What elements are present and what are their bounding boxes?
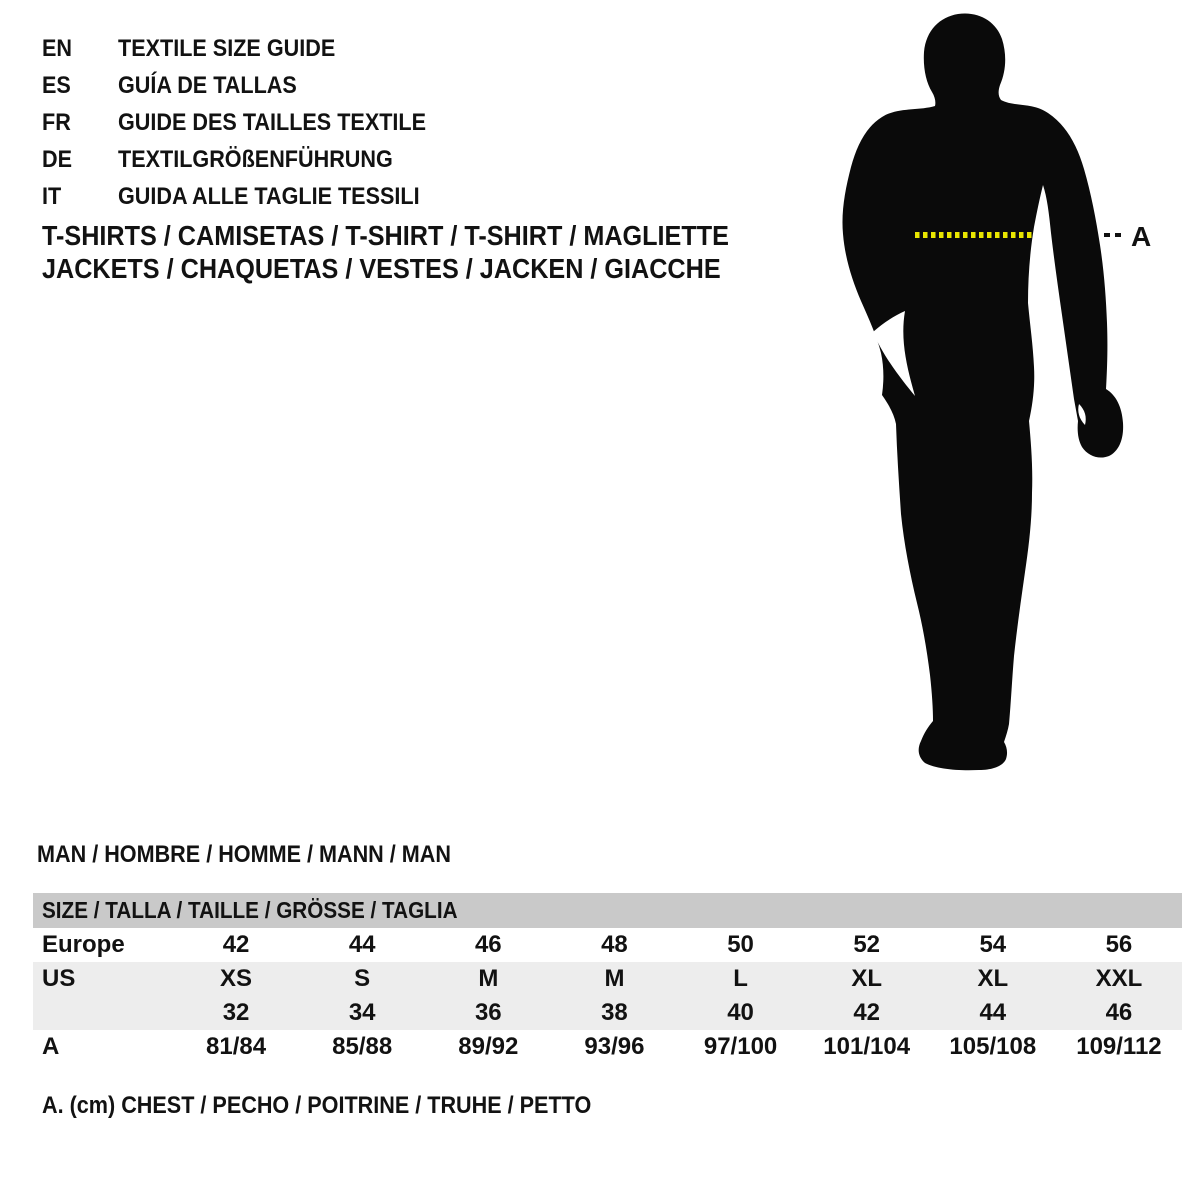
table-row-chest-a [33, 1030, 1182, 1064]
size-value: 85/88 [332, 1033, 393, 1060]
row-label: Europe [42, 931, 125, 958]
size-table-header [33, 893, 1182, 928]
size-value: 46 [1105, 999, 1133, 1026]
size-value: 54 [979, 931, 1007, 958]
footnote-chest-measure: A. (cm) CHEST / PECHO / POITRINE / TRUHE / PETTO [42, 1092, 592, 1119]
language-code: FR [42, 108, 71, 136]
category-line-tshirts: T-SHIRTS / CAMISETAS / T-SHIRT / T-SHIRT / MAGLIETTE [42, 220, 729, 251]
language-code: IT [42, 182, 62, 210]
size-value: S [354, 965, 371, 992]
size-value: L [733, 965, 748, 992]
language-code: DE [42, 145, 73, 173]
size-value: 42 [853, 999, 881, 1026]
size-value: 97/100 [703, 1033, 778, 1060]
size-value: XS [220, 965, 253, 992]
size-value: M [604, 965, 625, 992]
language-row-en [42, 30, 460, 67]
size-value: XL [851, 965, 883, 992]
language-title: GUIDE DES TAILLES TEXTILE [118, 108, 427, 136]
language-list [42, 30, 460, 215]
size-value: 52 [853, 931, 881, 958]
language-code: EN [42, 34, 73, 62]
size-value: 44 [348, 931, 376, 958]
measure-label-a: A [1131, 221, 1152, 252]
size-value: 46 [474, 931, 502, 958]
language-row-it [42, 178, 460, 215]
man-silhouette [842, 13, 1123, 770]
language-code: ES [42, 71, 71, 99]
section-title-man: MAN / HOMBRE / HOMME / MANN / MAN [37, 841, 451, 868]
size-value: 50 [727, 931, 754, 958]
row-label: A [42, 1033, 60, 1060]
size-value: 56 [1105, 931, 1133, 958]
category-line-jackets: JACKETS / CHAQUETAS / VESTES / JACKEN / GIACCHE [42, 253, 721, 284]
language-title: GUÍA DE TALLAS [118, 71, 297, 99]
language-row-de [42, 141, 460, 178]
size-value: 109/112 [1076, 1033, 1162, 1060]
size-value: 36 [474, 999, 502, 1026]
table-row-numeric [33, 996, 1182, 1030]
size-value: 48 [601, 931, 628, 958]
size-value: 81/84 [206, 1033, 267, 1060]
size-value: 34 [348, 999, 376, 1026]
size-value: XXL [1095, 965, 1143, 992]
language-row-fr [42, 104, 460, 141]
size-value: 93/96 [584, 1033, 645, 1060]
product-categories [42, 219, 805, 285]
size-value: 89/92 [458, 1033, 519, 1060]
size-value: 40 [727, 999, 754, 1026]
table-row-europe [33, 928, 1182, 962]
size-value: 38 [601, 999, 628, 1026]
language-title: GUIDA ALLE TAGLIE TESSILI [118, 182, 420, 210]
size-value: M [478, 965, 499, 992]
language-row-es [42, 67, 460, 104]
row-label: US [42, 965, 76, 992]
size-value: 44 [979, 999, 1007, 1026]
size-table [33, 893, 1182, 1064]
language-title: TEXTILGRÖßENFÜHRUNG [118, 145, 393, 173]
size-value: XL [977, 965, 1009, 992]
table-row-us [33, 962, 1182, 996]
language-title: TEXTILE SIZE GUIDE [118, 34, 336, 62]
size-value: 42 [222, 931, 250, 958]
size-value: 32 [222, 999, 250, 1026]
size-value: 101/104 [823, 1033, 911, 1060]
measurement-figure [820, 0, 1200, 800]
size-table-header-label: SIZE / TALLA / TAILLE / GRÖSSE / TAGLIA [42, 897, 458, 923]
size-value: 105/108 [949, 1033, 1037, 1060]
